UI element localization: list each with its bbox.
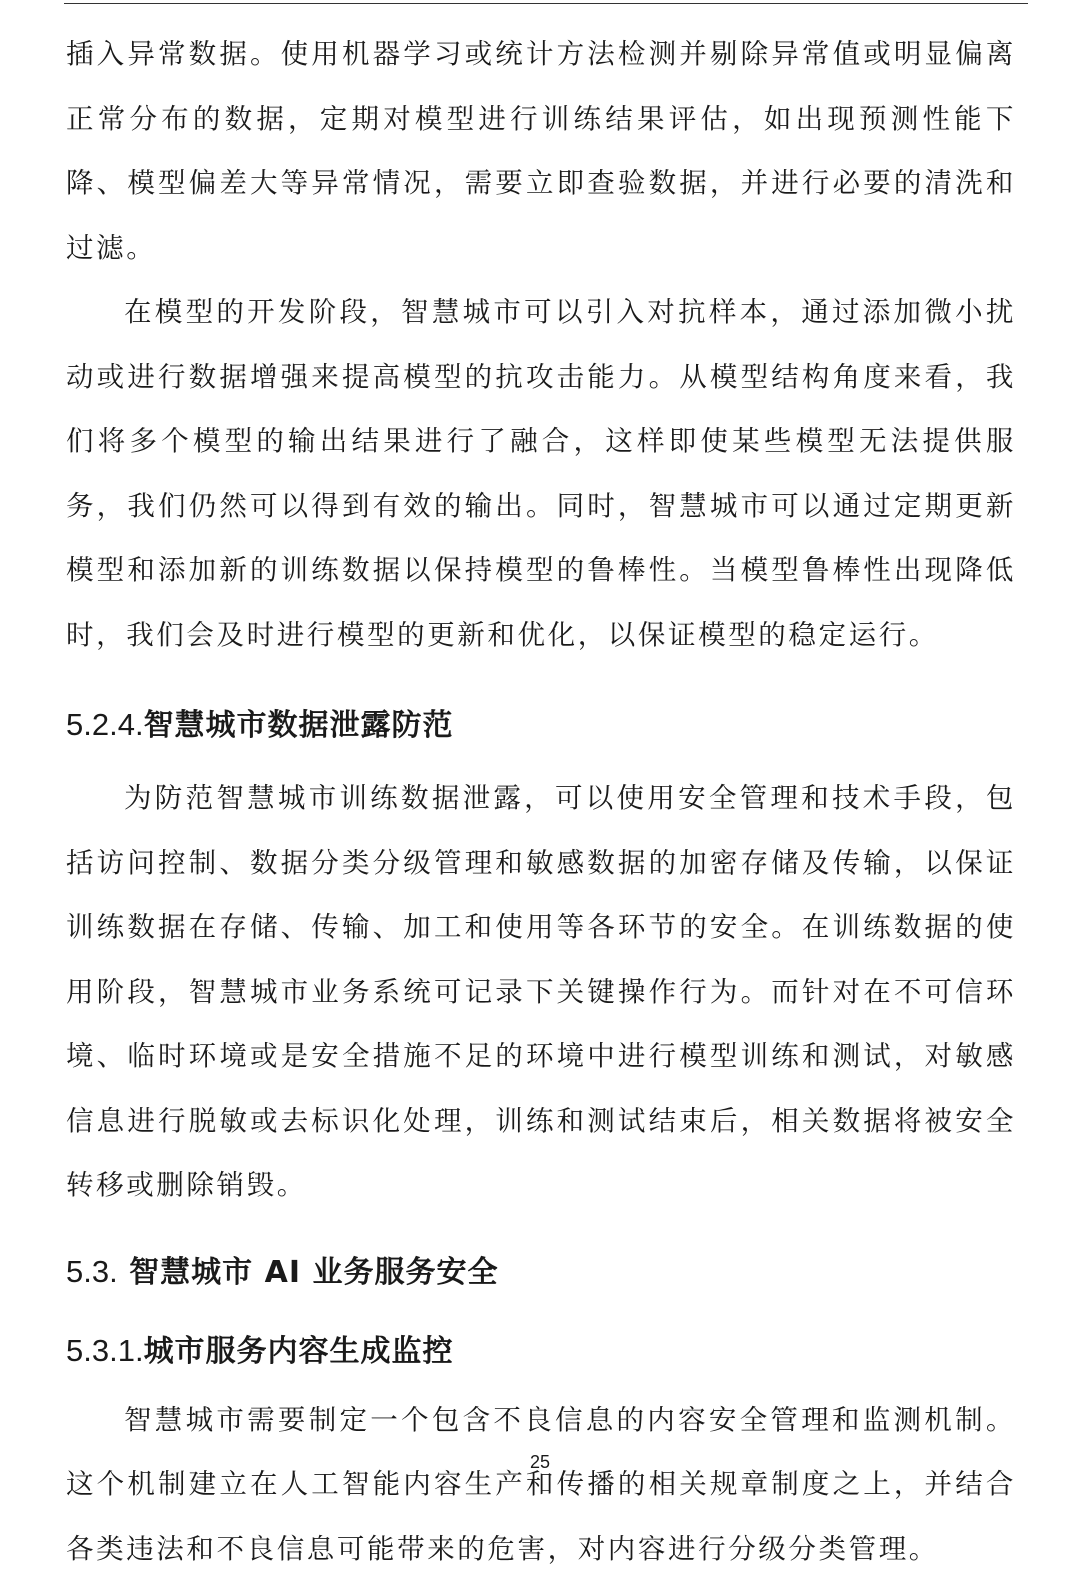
section-title: 城市服务内容生成监控 xyxy=(144,1334,454,1369)
header-rule xyxy=(64,3,1028,4)
page-number: 25 xyxy=(0,1452,1080,1473)
section-heading-5-2-4 xyxy=(66,705,1016,746)
section-number: 5.2.4. xyxy=(66,707,144,742)
paragraph-continuation: 插入异常数据。使用机器学习或统计方法检测并剔除异常值或明显偏离正常分布的数据，定期对模型进行训练结果评估，如出现预测性能下降、模型偏差大等异常情况，需要立即查验数据，并进行必要的清洗和过滤。 xyxy=(66,22,1016,280)
section-title: 智慧城市 AI 业务服务安全 xyxy=(129,1255,498,1290)
page-body xyxy=(66,22,1016,1581)
paragraph-content-monitoring: 智慧城市需要制定一个包含不良信息的内容安全管理和监测机制。这个机制建立在人工智能内容生产和传播的相关规章制度之上，并结合各类违法和不良信息可能带来的危害，对内容进行分级分类管理。 xyxy=(66,1388,1016,1581)
paragraph-model-development: 在模型的开发阶段，智慧城市可以引入对抗样本，通过添加微小扰动或进行数据增强来提高模型的抗攻击能力。从模型结构角度来看，我们将多个模型的输出结果进行了融合，这样即使某些模型无法提供服务，我们仍然可以得到有效的输出。同时，智慧城市可以通过定期更新模型和添加新的训练数据以保持模型的鲁棒性。当模型鲁棒性出现降低时，我们会及时进行模型的更新和优化，以保证模型的稳定运行。 xyxy=(66,280,1016,667)
section-heading-5-3-1 xyxy=(66,1331,1016,1372)
paragraph-data-leak-prevention: 为防范智慧城市训练数据泄露，可以使用安全管理和技术手段，包括访问控制、数据分类分级管理和敏感数据的加密存储及传输，以保证训练数据在存储、传输、加工和使用等各环节的安全。在训练数据的使用阶段，智慧城市业务系统可记录下关键操作行为。而针对在不可信环境、临时环境或是安全措施不足的环境中进行模型训练和测试，对敏感信息进行脱敏或去标识化处理，训练和测试结束后，相关数据将被安全转移或删除销毁。 xyxy=(66,766,1016,1218)
section-title: 智慧城市数据泄露防范 xyxy=(144,708,454,743)
section-heading-5-3 xyxy=(66,1252,1016,1293)
section-number: 5.3. xyxy=(66,1254,118,1289)
section-number: 5.3.1. xyxy=(66,1333,144,1368)
